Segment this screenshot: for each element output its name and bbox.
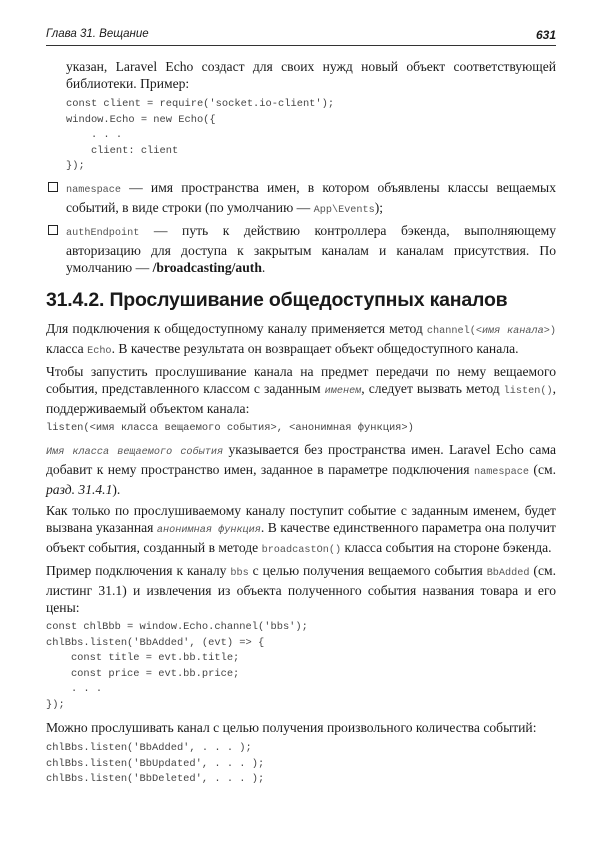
checkbox-bullet-icon <box>48 225 58 235</box>
code-line: chlBbs.listen('BbAdded', (evt) => { <box>46 636 265 649</box>
code-line: client: client <box>66 144 179 157</box>
inline-code: анонимная функция <box>156 525 261 536</box>
bullet-text: . <box>261 259 266 275</box>
inline-code: Echo <box>87 345 112 357</box>
code-block-listen <box>46 620 556 713</box>
page-number: 631 <box>535 28 556 42</box>
bullet-auth-endpoint <box>46 222 556 276</box>
inline-code: authEndpoint <box>66 227 140 239</box>
paragraph-handler <box>46 502 556 559</box>
section-heading: 31.4.2. Прослушивание общедоступных каналов <box>46 288 508 311</box>
checkbox-bullet-icon <box>48 182 58 192</box>
paragraph-channel <box>46 320 556 360</box>
inline-code: bbs <box>230 568 249 579</box>
bullet-text: — путь к действию контроллера бэкенда, выполняющему авторизацию для доступа к закрытым каналам и каналам присутствия. По умолчанию — <box>66 222 556 275</box>
paragraph-text: ). <box>112 482 121 497</box>
inline-code: namespace <box>66 184 122 196</box>
paragraph-text: указывается без пространства имен. Laravel Echo сама добавит к нему пространство имен, заданное в параметре подключения <box>46 442 556 477</box>
code-line: chlBbs.listen('BbAdded', . . . ); <box>46 742 252 754</box>
code-line: const title = evt.bb.title; <box>46 652 240 664</box>
code-line: chlBbs.listen('BbUpdated', . . . ); <box>46 757 265 770</box>
page-content <box>46 58 556 788</box>
bold-path: /broadcasting/auth <box>152 259 262 275</box>
inline-code: именем <box>324 385 362 397</box>
code-line: const client = require('socket.io-client'); <box>66 98 335 110</box>
bullet-text: ); <box>374 199 384 215</box>
paragraph-text: , следует вызвать метод <box>361 380 504 396</box>
code-line: . . . <box>46 683 103 695</box>
paragraph-listen <box>46 363 556 417</box>
code-line: }); <box>46 698 65 711</box>
paragraph-text: Как только по прослушиваемому каналу поступит событие с заданным именем, будет вызвана указанная <box>46 503 556 535</box>
code-block-multiple <box>46 741 556 788</box>
paragraph-multiple <box>46 719 556 736</box>
code-block-client <box>46 97 556 175</box>
code-line: const price = evt.bb.price; <box>46 667 240 680</box>
inline-code: listen() <box>503 385 553 397</box>
paragraph-intro <box>46 58 556 92</box>
paragraph-class-name <box>46 441 556 498</box>
inline-code: ) <box>549 325 556 337</box>
inline-code: BbAdded <box>486 568 530 579</box>
code-signature: listen(<имя класса вещаемого события>, <анонимная функция>) <box>46 421 414 434</box>
code-line: }); <box>66 160 85 172</box>
inline-code: App\Events <box>313 204 375 216</box>
paragraph-text: с целью получения вещаемого события <box>248 563 487 578</box>
chapter-title: Глава 31. Вещание <box>46 28 149 40</box>
paragraph-example <box>46 562 556 616</box>
paragraph-text: Для подключения к общедоступному каналу применяется метод <box>46 320 427 336</box>
paragraph-text: Пример подключения к каналу <box>46 563 231 578</box>
bullet-text: — имя пространства имен, в котором объявлены классы вещаемых событий, в виде строки (по умолчанию — <box>66 179 556 215</box>
code-line: chlBbs.listen('BbDeleted', . . . ); <box>46 773 265 785</box>
paragraph-text: , поддерживаемый объектом канала: <box>46 380 556 416</box>
paragraph-text: класса события на стороне бэкенда. <box>341 540 552 555</box>
inline-code: channel( <box>426 325 476 337</box>
paragraph-text: . В качестве единственного параметра она получит объект события, созданный в методе <box>46 520 556 555</box>
paragraph-text: Чтобы запустить прослушивание канала на предмет передачи по нему вещаемого события, представленного классом с заданным <box>46 363 556 396</box>
code-line: const chlBbb = window.Echo.channel('bbs'); <box>46 621 308 633</box>
paragraph-text: Можно прослушивать канал с целью получения произвольного количества событий: <box>46 720 537 735</box>
paragraph-intro-text: указан, Laravel Echo создаст для своих нужд новый объект соответствующей библиотеки. Пример: <box>66 59 556 91</box>
code-line: . . . <box>66 129 123 141</box>
paragraph-text: (см. листинг 31.1) и извлечения из объекта полученного события названия товара и его цены: <box>46 563 556 615</box>
inline-code: <имя канала> <box>475 325 550 337</box>
inline-code: Имя класса вещаемого события <box>46 447 224 458</box>
inline-code: broadcastOn() <box>261 545 342 556</box>
section-reference: разд. 31.4.1 <box>46 482 113 497</box>
paragraph-text: . В качестве результата он возвращает объект общедоступного канала. <box>111 340 519 356</box>
code-line: window.Echo = new Echo({ <box>66 113 216 126</box>
paragraph-text: класса <box>46 340 88 356</box>
bullet-namespace <box>46 179 556 219</box>
inline-code: namespace <box>473 467 529 478</box>
paragraph-text: (см. <box>529 462 556 477</box>
page-header <box>46 27 556 46</box>
